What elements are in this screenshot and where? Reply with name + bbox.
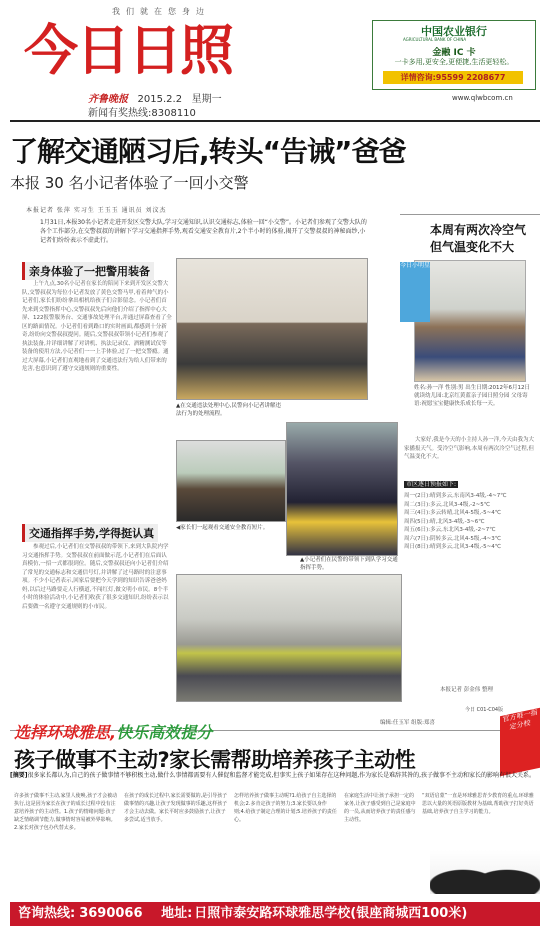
ad-column-1: 许多孩子做事不主动,家里人使唤,孩子才会被动执行,这是因为家长在孩子的成长过程中没有注意培养孩子的主动性。1.孩子的情绪问题:孩子缺乏情绪调节能力,做事情时容易被外界影响。2.家长对孩子包办代替太多。: [14, 793, 118, 831]
weather-intro: 大家好,我是今天的小主持人孙一洋,今天由我为大家播报天气。受冷空气影响,本周有两次冷空气过程,但气温变化不大。: [404, 437, 534, 460]
forecast-day: 周五(6日):多云,东北风3-4级,-2~7℃: [404, 527, 496, 533]
issue-weekday: 星期一: [191, 94, 222, 105]
today-pages: 今日 C01-C04版: [465, 707, 504, 713]
ad-column-4: 在家庭生活中让孩子承担一定的家务,让孩子感受到自己是家庭中的一员,从而培养孩子的责任感与主动性。: [344, 793, 416, 823]
child-photo: [414, 260, 526, 382]
forecast-day: 周一(2日):晴到多云,东南风3-4级,-4~7℃: [404, 493, 507, 499]
paper-info-line: [88, 90, 222, 105]
section-heading-1: 亲身体验了一把警用装备: [22, 262, 154, 280]
forecast-day: 周日(8日):晴到多云,北风3-4级,-5~4℃: [404, 544, 501, 550]
ad-column-2: 在孩子的成长过程中,家长需要做的,是引导孩子做事情的兴趣,让孩子发现做事的乐趣,这样孩子才会主动去做。家长平时应多鼓励孩子,让孩子多尝试,适当放手。: [124, 793, 228, 823]
forecast-heading: [404, 480, 536, 489]
photo-parents-watching: [176, 440, 286, 522]
footer-addr: 日照市泰安路环球雅思学校(银座商城西100米): [194, 906, 468, 921]
masthead-divider: [10, 120, 540, 122]
forecast-day: 周三(4日):多云转晴,北风4-5级,-5~4℃: [404, 510, 501, 516]
bank-product: 金融 IC 卡: [432, 48, 476, 58]
paper-name: 齐鲁晚报: [88, 94, 128, 105]
graduates-photo: [430, 850, 540, 894]
weather-headline: 本周有两次冷空气 但气温变化不大: [430, 223, 527, 254]
ad-column-3: 怎样培养孩子做事主动呢?1.给孩子自主选择的机会;2.多肯定孩子的努力;3.家长要以身作则;4.给孩子制定合理的计划;5.培养孩子的责任心。: [234, 793, 337, 823]
photo-traffic-gestures: [176, 574, 402, 702]
ad-summary: [10, 772, 540, 780]
ad-headline: 孩子做事不主动?家长需帮助培养孩子主动性: [14, 748, 416, 772]
article-body-part1: 上午九点,30名小记者在家长的陪同下来到开发区交警大队,交警叔叔为每位小记者发放了黄色交警马甲,看着帅气的小记者们,家长们纷纷拿出相机给孩子们合影留念。小记者们首先来到交警指挥中心,交警叔叔先后向他们介绍了指挥中心大屏、122报警服务台、交通事故处理平台,并通过屏幕查看了全区的路面情况。小记者们看到路口的实时画面,都感到十分新奇,纷纷向交警叔叔提问。随后,交警叔叔带领小记者们参观了执法装备,并详细讲解了对讲机、执法记录仪、酒精测试仪等装备的使用方法,小记者们一一上手体验,过了一把交警瘾。通过大屏幕,小记者们直观地看到了交通违法行为给人们带来的危害,也意识到了遵守交通规则的重要性。: [22, 281, 172, 372]
ad-tagline-green: 快乐高效提分: [116, 723, 213, 742]
footer-tel-label: 咨询热线:: [18, 906, 76, 921]
footer-tel: 3690066: [79, 906, 143, 921]
weather-reporter: 本报记者 彭金伟 整理: [440, 687, 493, 693]
ad-tagline: [14, 720, 212, 743]
main-headline: 了解交通陋习后,转头“告诫”爸爸: [10, 135, 406, 168]
news-hotline: [88, 104, 196, 119]
main-subhead: 本报 30 名小记者体验了一回小交警: [10, 174, 249, 192]
ad-corner-badge: 官方唯一指定分校: [500, 708, 540, 777]
star-badge: 今日小明星: [400, 262, 430, 322]
ad-footer-bar: [10, 902, 540, 926]
bank-tel: [383, 71, 523, 84]
ad-column-5: “双语启蒙”一直是环球雅思青少教育的重点,环球雅思以大量的英语原版教材为基础,帮助孩子打好英语基础,培养孩子自主学习的能力。: [422, 793, 534, 815]
photo-traffic-center: [176, 258, 368, 400]
newspaper-logo: 今日日照: [24, 18, 232, 82]
bank-name: 中国农业银行: [421, 25, 487, 38]
weather-divider: [400, 214, 540, 215]
forecast-highlight: 市区逐日预报如下:: [406, 481, 457, 488]
section-heading-2: 交通指挥手势,学得挺认真: [22, 524, 158, 542]
bank-advertisement: [372, 20, 536, 90]
photo-caption-2: ◀家长们一起观看交通安全教育短片。: [176, 525, 269, 531]
ad-summary-label: [摘要]: [10, 772, 28, 779]
child-info: 姓名:孙一洋 性别:男 出生日期:2012年6月12日 就读幼儿园:北京红黄蓝亲子园日照分园 父母寄语:祝愿宝宝健康快乐成长每一天。: [414, 385, 531, 407]
editor-line: 编辑:任玉军 组版:郑喜: [380, 720, 435, 726]
ad-tagline-red: 选择环球雅思,: [14, 723, 117, 742]
hotline-label: 新闻有奖热线:: [88, 108, 152, 119]
article-body-part2: 参观过后,小记者们在交警叔叔的带领下,来到大队院内学习交通指挥手势。交警叔叔在前面做示范,小记者们在后面认真模仿,一招一式都很到位。随后,交警叔叔还向小记者们介绍了常见的交通标志和交通信号灯,并讲解了过马路时的注意事项。不少小记者表示,回家后要把今天学到的知识告诉爸爸妈妈,以后过马路要走人行横道,不闯红灯,做文明小市民。8个半小时的体验活动中,小记者们收获了很多交通知识,纷纷表示以后要做一名遵守交通规则的小市民。: [22, 544, 169, 610]
article-byline: 本报记者 张萍 实习生 王玉玉 通讯员 刘汶杰: [26, 207, 167, 214]
article-lead: 1月31日,本报30名小记者走进开发区交警大队,学习交通知识,认识交通标志,体验一回“小交警”。小记者们参观了交警大队的各个工作部分,在交警叔叔的讲解下学习交通指挥手势,观看交通安全教育片,2个半小时的体验,揭开了交警叔叔的神秘面纱,小记者们纷纷表示不虚此行。: [40, 219, 367, 244]
photo-caption-3: ▲小记者们在民警的带领下到队学习交通指挥手势。: [300, 557, 398, 571]
bank-tel-number: 95599 2208677: [435, 73, 506, 82]
website-url: www.qlwbcom.cn: [452, 94, 513, 102]
masthead-slogan: 我们就在您身边: [112, 7, 210, 16]
issue-date: 2015.2.2: [137, 94, 183, 105]
forecast-day: 周二(3日):多云,北风3-4级,-2~5℃: [404, 501, 490, 508]
footer-addr-label: 地址:: [161, 906, 193, 921]
forecast-list: [404, 492, 536, 552]
bank-tel-label: 详情咨询:: [400, 73, 436, 82]
bank-product-desc: 一卡多用,更安全,更便捷,生活更轻松。: [394, 58, 514, 66]
photo-caption-1: ▲在交通违法处理中心,民警向小记者讲解违法行为的处理流程。: [176, 403, 281, 417]
forecast-day: 周四(5日):晴,北风3-4级,-3~6℃: [404, 518, 485, 525]
hotline-number: 8308110: [151, 108, 196, 119]
photo-police-child: [286, 422, 398, 556]
ad-summary-text: 很多家长都认为,自己的孩子做事情不够积极主动,做什么事情都需要有人催促和监督才能完成,但事实上孩子如果存在这种问题,作为家长是难辞其咎的,孩子做事不主动和家长的影响有很大关系。: [27, 772, 536, 779]
bank-name-en: AGRICULTURAL BANK OF CHINA: [403, 37, 467, 42]
forecast-day: 周六(7日):阴转多云,北风4-5级,-4~3℃: [404, 535, 501, 542]
